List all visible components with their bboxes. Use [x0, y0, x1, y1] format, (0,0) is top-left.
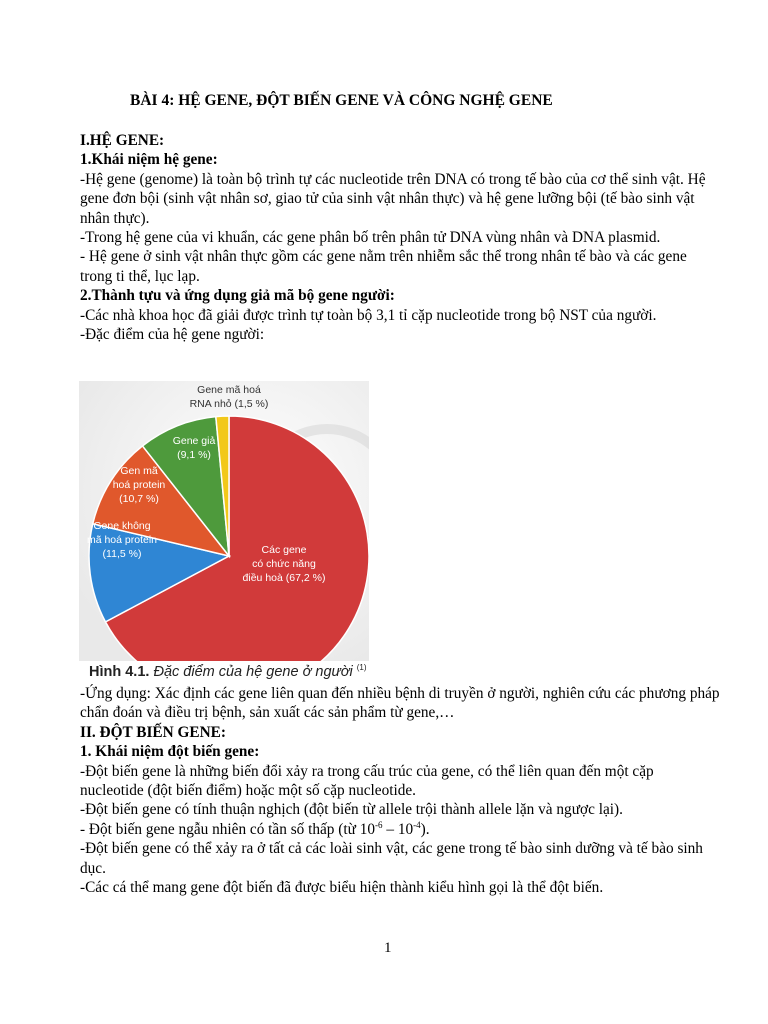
- caption-number: Hình 4.1.: [89, 664, 150, 680]
- pie-slice-label-line: hoá protein: [112, 479, 166, 491]
- pie-slice-label-line: mã hoá protein: [86, 534, 158, 546]
- genome-definition-paragraph: -Hệ gene (genome) là toàn bộ trình tự các nucleotide trên DNA có trong tế bào của cơ thể sinh vật. Hệ gene đơn bội (sinh vật nhân sơ, giao tử của sinh vật nhân thực) và hệ gene lưỡng bội (tế bào sinh vật nhân thực).: [80, 170, 706, 227]
- pie-slice-label-line: (10,7 %): [119, 493, 159, 505]
- features-paragraph: -Đặc điểm của hệ gene người:: [80, 326, 265, 344]
- caption-reference: (1): [356, 663, 367, 673]
- genome-pie-figure: [79, 381, 369, 686]
- pie-slice-label-line: điều hoà (67,2 %): [242, 572, 326, 584]
- pie-slice-label-line: RNA nhỏ (1,5 %): [189, 398, 269, 410]
- achievements-heading: 2.Thành tựu và ứng dụng giả mã bộ gene người:: [80, 287, 395, 305]
- section2-heading: II. ĐỘT BIẾN GENE:: [80, 723, 226, 741]
- pie-slice-label: [113, 465, 166, 505]
- section-gene-mutation: [80, 684, 720, 897]
- pie-slice-label-line: có chức năng: [252, 558, 316, 570]
- frequency-exponent-high: -4: [413, 819, 421, 830]
- genome-pie-chart: [79, 381, 369, 661]
- pie-slice-label-line: Gene mã hoá: [197, 384, 261, 396]
- lesson-title: BÀI 4: HỆ GENE, ĐỘT BIẾN GENE VÀ CÔNG NGHỆ GENE: [130, 92, 553, 109]
- pie-slice-label-line: (9,1 %): [177, 449, 211, 461]
- frequency-text-end: ).: [420, 820, 430, 838]
- pie-slice-label-line: Gene giả: [172, 435, 216, 447]
- pie-slice-label-line: (11,5 %): [102, 548, 142, 560]
- mutation-concept-heading: 1. Khái niệm đột biến gene:: [80, 743, 260, 761]
- eukaryote-genome-paragraph: - Hệ gene ở sinh vật nhân thực gồm các gene nằm trên nhiễm sắc thể trong nhân tế bào và các gene trong ti thể, lục lạp.: [80, 248, 687, 285]
- pie-slice-label-line: Gene không: [93, 520, 151, 532]
- frequency-text-start: - Đột biến gene ngẫu nhiên có tần số thấp (từ 10: [80, 820, 376, 838]
- section1-heading: I.HỆ GENE:: [80, 132, 165, 149]
- section-gene-system: [80, 131, 720, 344]
- page-number: 1: [384, 940, 392, 956]
- sequencing-paragraph: -Các nhà khoa học đã giải được trình tự toàn bộ 3,1 tỉ cặp nucleotide trong bộ NST của người.: [80, 306, 657, 324]
- bacteria-genome-paragraph: -Trong hệ gene của vi khuẩn, các gene phân bố trên phân tử DNA vùng nhân và DNA plasmid.: [80, 229, 661, 247]
- application-paragraph: -Ứng dụng: Xác định các gene liên quan đến nhiều bệnh di truyền ở người, nghiên cứu các phương pháp chẩn đoán và điều trị bệnh, sản xuất các sản phẩm từ gene,…: [80, 685, 720, 722]
- concept-heading: 1.Khái niệm hệ gene:: [80, 151, 218, 169]
- occurrence-paragraph: -Đột biến gene có thể xảy ra ở tất cả các loài sinh vật, các gene trong tế bào sinh dưỡng và tế bào sinh dục.: [80, 840, 703, 877]
- caption-text: Đặc điểm của hệ gene ở người: [153, 664, 353, 680]
- pie-slice-label-line: Gen mã: [120, 465, 158, 477]
- figure-caption: [89, 664, 367, 680]
- frequency-paragraph: [80, 820, 720, 839]
- mutation-definition-paragraph: -Đột biến gene là những biến đổi xảy ra trong cấu trúc của gene, có thể liên quan đến một cặp nucleotide (đột biến điểm) hoặc một số cặp nucleotide.: [80, 762, 654, 800]
- mutant-paragraph: -Các cá thể mang gene đột biến đã được biểu hiện thành kiểu hình gọi là thể đột biến.: [80, 879, 604, 897]
- frequency-text-mid: – 10: [382, 820, 414, 838]
- pie-slice-label-line: Các gene: [261, 544, 307, 556]
- reversibility-paragraph: -Đột biến gene có tính thuận nghịch (đột biến từ allele trội thành allele lặn và ngược lại).: [80, 801, 623, 819]
- frequency-exponent-low: -6: [375, 819, 383, 830]
